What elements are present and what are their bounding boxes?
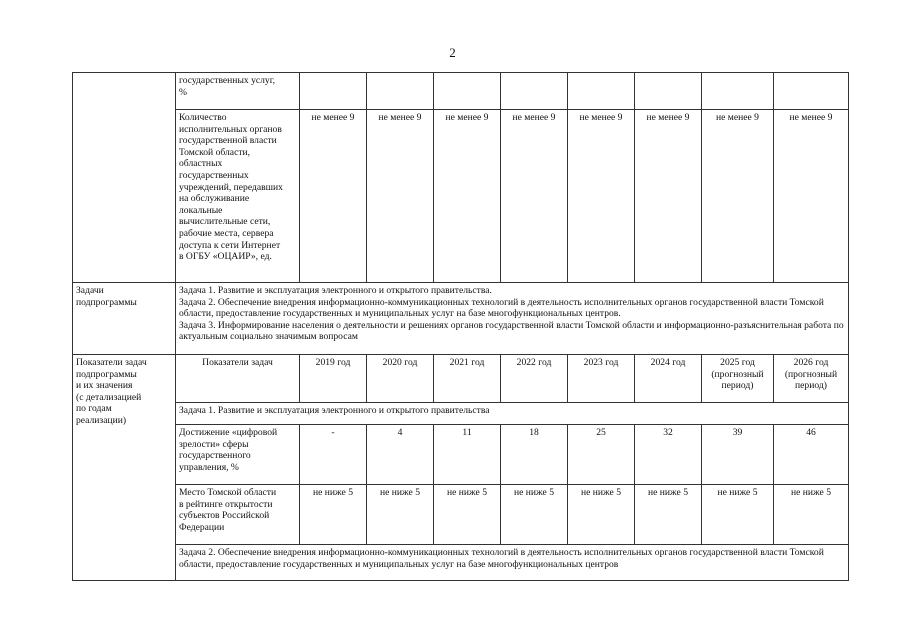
page-number: 2 [449,45,456,60]
column-header: 2023 год [568,355,635,403]
table-row [73,485,849,545]
value-cell [501,73,568,110]
subprogram-passport-table [72,72,849,581]
value-cell: 25 [568,425,635,485]
tasks-label: Задачи подпрограммы [73,283,176,355]
value-cell: не менее 9 [501,110,568,283]
value-cell: не менее 9 [702,110,774,283]
task2-title: Задача 2. Обеспечение внедрения информационно-коммуникационных технологий в деятельность исполнительных органов государственной власти Томской области, предоставление государственных и муниципальных услуг на базе многофункциональных центров [176,545,849,581]
value-cell: не ниже 5 [501,485,568,545]
table-row [73,110,849,283]
indicators-label: Показатели задач подпрограммы и их значения (с детализацией по годам реализации) [73,355,176,581]
table-row [73,73,849,110]
value-cell: не менее 9 [434,110,501,283]
column-header: 2020 год [367,355,434,403]
column-header: 2025 год (прогнозный период) [702,355,774,403]
table-header-row [73,355,849,403]
value-cell: 32 [635,425,702,485]
table-row [73,425,849,485]
table-row [73,545,849,581]
column-header: 2022 год [501,355,568,403]
column-header: 2019 год [300,355,367,403]
value-cell [635,73,702,110]
value-cell: не менее 9 [774,110,849,283]
value-cell: 11 [434,425,501,485]
value-cell [434,73,501,110]
table-row [73,403,849,425]
indicator-label: государственных услуг, % [176,73,300,110]
value-cell: 39 [702,425,774,485]
table-row [73,283,849,355]
column-header: 2024 год [635,355,702,403]
value-cell: 4 [367,425,434,485]
value-cell [568,73,635,110]
value-cell: не ниже 5 [367,485,434,545]
value-cell: не ниже 5 [702,485,774,545]
value-cell: 46 [774,425,849,485]
column-header: 2026 год (прогнозный период) [774,355,849,403]
value-cell: не ниже 5 [568,485,635,545]
value-cell: не ниже 5 [300,485,367,545]
task1-title: Задача 1. Развитие и эксплуатация электронного и открытого правительства [176,403,849,425]
value-cell [774,73,849,110]
empty-label-cell [73,73,176,283]
value-cell [367,73,434,110]
value-cell: не менее 9 [635,110,702,283]
column-header: 2021 год [434,355,501,403]
value-cell: не менее 9 [568,110,635,283]
value-cell: не ниже 5 [434,485,501,545]
value-cell: не менее 9 [300,110,367,283]
column-header: Показатели задач [176,355,300,403]
value-cell: не менее 9 [367,110,434,283]
value-cell: не ниже 5 [774,485,849,545]
value-cell [300,73,367,110]
value-cell: - [300,425,367,485]
indicator-label: Количество исполнительных органов государственной власти Томской области, областных государственных учреждений, передавших на обслуживание локальные вычислительные сети, рабочие места, сервера доступа к сети Интернет в ОГБУ «ОЦАИР», ед. [176,110,300,283]
value-cell: не ниже 5 [635,485,702,545]
indicator-label: Место Томской области в рейтинге открытости субъектов Российской Федерации [176,485,300,545]
tasks-text: Задача 1. Развитие и эксплуатация электронного и открытого правительства. Задача 2. Обеспечение внедрения информационно-коммуникационных технологий в деятельность исполнительных органов государственной власти Томской области, предоставление государственных и муниципальных услуг на базе многофункциональных центров. Задача 3. Информирование населения о деятельности и решениях органов государственной власти Томской области и информационно-разъяснительная работа по актуальным социально значимым вопросам [176,283,849,355]
indicator-label: Достижение «цифровой зрелости» сферы государственного управления, % [176,425,300,485]
value-cell: 18 [501,425,568,485]
value-cell [702,73,774,110]
